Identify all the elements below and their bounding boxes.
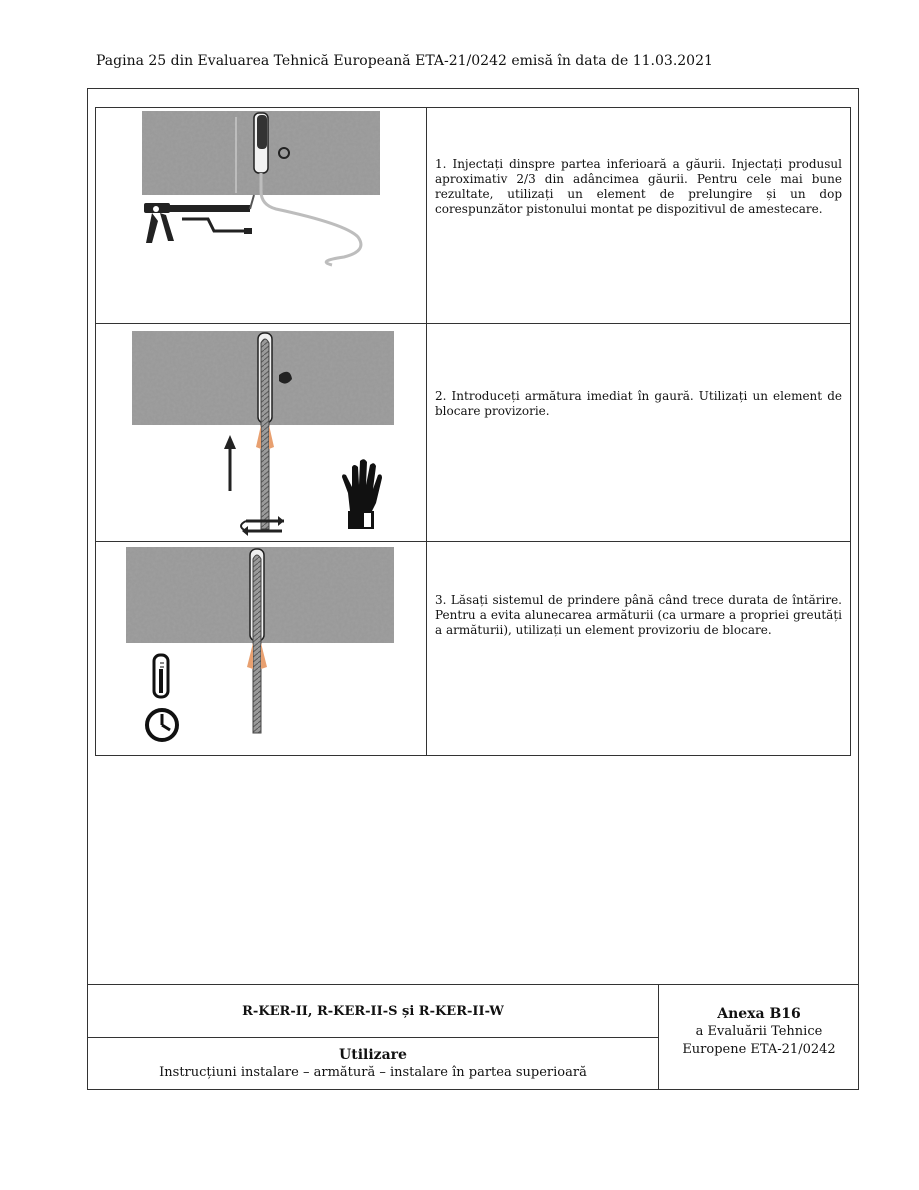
rebar-anchor (253, 555, 261, 733)
annex-block (658, 984, 859, 1090)
glove-icon (342, 459, 382, 529)
arrow-up-icon (224, 435, 236, 491)
section-subtitle: Instrucțiuni instalare – armătură – instalare în partea superioară (159, 1065, 587, 1080)
step-1-text: 1. Injectați dinspre partea inferioară a găurii. Injectați produsul aproximativ 2/3 din adâncimea găurii. Pentru cele mai bune rezultate, utilizați un element de prelungire și un dop corespunzător pistonului montat pe dispozitivul de amestecare. (435, 156, 842, 216)
step-3-drawing (96, 543, 426, 755)
section-title: Utilizare (339, 1047, 407, 1063)
product-name: R-KER-II, R-KER-II-S și R-KER-II-W (87, 984, 659, 1038)
step-1-drawing (96, 109, 426, 323)
step-3-text-cell (427, 542, 851, 756)
rebar-anchor (261, 339, 269, 529)
section-heading (87, 1038, 659, 1090)
annex-title: Anexa B16 (717, 1006, 801, 1022)
step-row-3 (96, 542, 851, 756)
step-2-illustration (96, 324, 427, 542)
step-1-text-cell (427, 108, 851, 324)
extension-tube-icon (182, 219, 252, 234)
annex-line-2: Europene ETA-21/0242 (682, 1042, 836, 1057)
step-2-text-cell (427, 324, 851, 542)
step-3-text: 3. Lăsați sistemul de prindere până când trece durata de întărire. Pentru a evita alunecarea armăturii (ca urmare a propriei greutăți a armăturii), utilizați un element provizoriu de blocare. (435, 592, 842, 637)
page-header: Pagina 25 din Evaluarea Tehnică Europeană ETA-21/0242 emisă în data de 11.03.2021 (96, 53, 713, 69)
injected-resin (257, 115, 267, 149)
thermometer-icon (154, 655, 168, 697)
clock-icon (147, 710, 177, 740)
step-2-drawing (96, 325, 426, 541)
step-1-illustration (96, 108, 427, 324)
annex-line-1: a Evaluării Tehnice (695, 1024, 823, 1039)
step-2-text: 2. Introduceți armătura imediat în gaură. Utilizați un element de blocare provizorie. (435, 388, 842, 418)
instruction-steps-table (95, 107, 851, 756)
step-row-1 (96, 108, 851, 324)
step-row-2 (96, 324, 851, 542)
step-3-illustration (96, 542, 427, 756)
